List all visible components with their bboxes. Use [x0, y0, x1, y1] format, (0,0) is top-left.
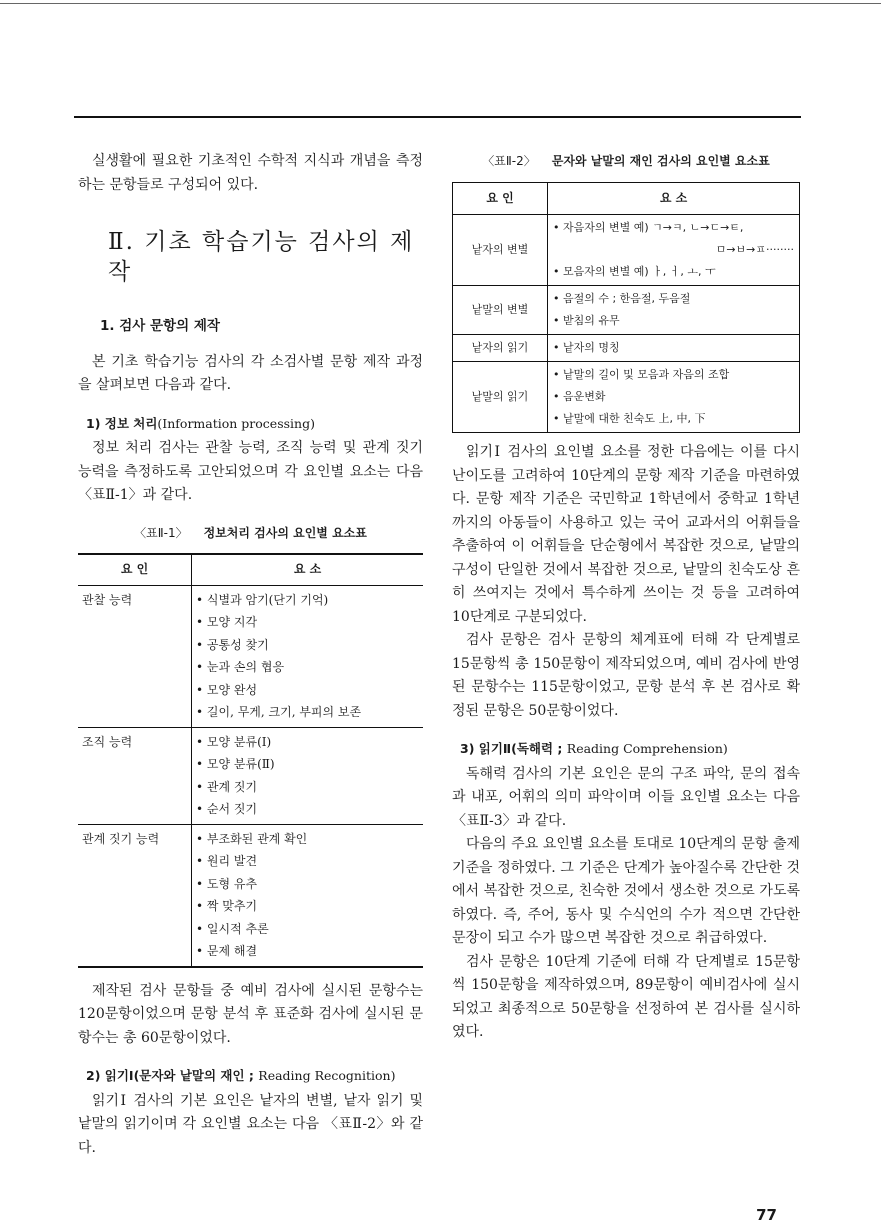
- list-item: • 길이, 무게, 크기, 부피의 보존: [196, 705, 362, 719]
- table2-number: 〈표Ⅱ-2〉: [482, 154, 536, 168]
- list-item: • 도형 유추: [196, 876, 258, 891]
- list-item: • 식별과 암기(단기 기억): [196, 592, 329, 607]
- after-table1-paragraph: 제작된 검사 문항들 중 예비 검사에 실시된 문항수는 120문항이었으며 문항 분석 후 표준화 검사에 실시된 문항수는 총 60문항이었다.: [78, 982, 423, 1046]
- right-column: [452, 150, 800, 1045]
- table2-caption: [452, 150, 800, 174]
- factor-cell: 낱자의 변별: [453, 215, 548, 286]
- factor-cell: 관찰 능력: [78, 585, 192, 727]
- list-item: • 공통성 찾기: [196, 637, 269, 652]
- factor-cell: 낱말의 변별: [453, 286, 548, 335]
- list-item: • 낱말에 대한 친숙도 上, 中, 下: [553, 412, 706, 425]
- subsection-title-en: Reading Recognition): [258, 1068, 396, 1083]
- list-item: • 모양 완성: [196, 682, 258, 697]
- chapter-heading: Ⅱ. 기초 학습기능 검사의 제작: [108, 229, 415, 285]
- list-item: • 순서 짓기: [196, 802, 258, 816]
- subsection-title-ko: 2) 읽기Ⅰ(문자와 낱말의 재인 ;: [86, 1068, 254, 1083]
- section-paragraph: 본 기초 학습기능 검사의 각 소검사별 문항 제작 과정을 살펴보면 다음과 같다.: [78, 353, 423, 393]
- subsection-title-ko: 1) 정보 처리: [86, 415, 158, 431]
- read2-paragraph: 독해력 검사의 기본 요인은 문의 구조 파악, 문의 접속과 내포, 어휘의 의미 파악이며 이들 요인별 요소는 다음 〈표Ⅱ-3〉과 같다.: [452, 765, 800, 829]
- table2-title: 문자와 낱말의 재인 검사의 요인별 요소표: [551, 154, 770, 168]
- table2: [452, 182, 800, 434]
- read2-items-paragraph: 검사 문항은 10단계 기준에 터해 각 단계별로 15문항씩 150문항을 제작하였으며, 89문항이 예비검사에 실시되었고 최종적으로 50문항을 선정하여 본 검사를 실시하였다.: [452, 953, 800, 1040]
- header-rule: [74, 116, 801, 118]
- subsection-heading-read2: [460, 737, 800, 761]
- element-cell: [548, 362, 800, 433]
- element-cell: [548, 335, 800, 362]
- list-item: • 모양 분류(Ⅰ): [196, 734, 272, 749]
- page-number: 77: [756, 1206, 777, 1224]
- info-paragraph: 정보 처리 검사는 관찰 능력, 조직 능력 및 관계 짓기 능력을 측정하도록 고안되었으며 각 요인별 요소는 다음 〈표Ⅱ-1〉과 같다.: [78, 440, 423, 503]
- table-row: [453, 362, 800, 433]
- table1-number: 〈표Ⅱ-1〉: [134, 525, 188, 540]
- subsection-title-en: Reading Comprehension): [566, 741, 728, 756]
- subsection-title-ko: 3) 읽기Ⅱ(독해력 ;: [460, 741, 563, 756]
- read2-criteria-paragraph: 다음의 주요 요인별 요소를 토대로 10단계의 문항 출제 기준을 정하였다. 그 기준은 단계가 높아질수록 간단한 것에서 복잡한 것으로, 친숙한 것에서 생소한 것으로 가도록 하였다. 즉, 주어, 동사 및 수식언의 수가 적으면 간단한 문장이 되고 수가 많으면 복잡한 것으로 취급하였다.: [452, 836, 800, 946]
- list-item: • 일시적 추론: [196, 921, 269, 936]
- list-item: • 짝 맞추기: [196, 899, 258, 913]
- list-item: • 모양 지각: [196, 615, 258, 629]
- table-row: [78, 585, 423, 727]
- list-item: • 음운변화: [553, 390, 606, 403]
- subsection-title-en: (Information processing): [157, 415, 315, 431]
- table-row: [78, 727, 423, 824]
- table1-head-factor: 요 인: [78, 554, 192, 585]
- read1-paragraph: 읽기Ⅰ 검사의 기본 요인은 낱자의 변별, 낱자 읽기 및 낱말의 읽기이며 각 요인별 요소는 다음 〈표Ⅱ-2〉와 같다.: [78, 1092, 423, 1156]
- list-item: • 원리 발견: [196, 854, 258, 868]
- table-row: [78, 824, 423, 967]
- factor-cell: 조직 능력: [78, 727, 192, 824]
- subsection-heading-info: [86, 412, 423, 436]
- left-column: [78, 150, 423, 1160]
- intro-paragraph: 실생활에 필요한 기초적인 수학적 지식과 개념을 측정하는 문항들로 구성되어 있다.: [78, 153, 423, 193]
- factor-cell: 낱자의 읽기: [453, 335, 548, 362]
- table-row: [453, 215, 800, 286]
- list-item: • 받침의 유무: [553, 314, 620, 327]
- section-heading: 1. 검사 문항의 제작: [100, 318, 220, 334]
- table1-header: [78, 554, 423, 585]
- list-item: • 모음자의 변별 예) ㅏ, ㅓ, ㅗ, ㅜ: [553, 265, 716, 278]
- element-cell: [192, 585, 424, 727]
- table1-head-element: 요 소: [192, 554, 424, 585]
- table-row: [453, 286, 800, 335]
- factor-cell: 낱말의 읽기: [453, 362, 548, 433]
- factor-cell: 관계 짓기 능력: [78, 824, 192, 967]
- subsection-heading-read1: [86, 1064, 423, 1088]
- list-item: • 관계 짓기: [196, 779, 258, 794]
- list-item: • 문제 해결: [196, 944, 258, 958]
- list-item: • 부조화된 관계 확인: [196, 831, 308, 846]
- list-item: • 모양 분류(Ⅱ): [196, 757, 275, 771]
- table1: [78, 553, 423, 968]
- element-cell: [192, 727, 424, 824]
- table1-title: 정보처리 검사의 요인별 요소표: [203, 525, 367, 540]
- list-item: • 낱자의 명칭: [553, 341, 620, 354]
- element-cell: [548, 286, 800, 335]
- list-item: • 낱말의 길이 및 모음과 자음의 조합: [553, 368, 730, 381]
- list-item: • 눈과 손의 협응: [196, 660, 285, 674]
- table2-header: [453, 182, 800, 215]
- list-item: • 자음자의 변별 예) ㄱ→ㅋ, ㄴ→ㄷ→ㅌ,: [553, 221, 744, 234]
- table2-head-element: 요 소: [548, 182, 800, 215]
- list-item: ㅁ→ㅂ→ㅍ········: [715, 243, 794, 256]
- list-item: • 음절의 수 ; 한음절, 두음절: [553, 292, 691, 305]
- read1-detail-paragraph: 읽기Ⅰ 검사의 요인별 요소를 정한 다음에는 이를 다시 난이도를 고려하여 10단계의 문항 제작 기준을 마련하였다. 문항 제작 기준은 국민학교 1학년에서 중학교 1학년까지의 아동들이 사용하고 있는 국어 교과서의 어휘들을 추출하여 이 어휘들을 단순형에서 복잡한 것으로, 낱말의 구성이 단일한 것에서 복잡한 것으로, 낱말의 친숙도상 흔히 쓰여지는 것에서 특수하게 쓰이는 것 등을 고려하여 10단계로 구분되었다.: [452, 444, 800, 625]
- table1-caption: [78, 522, 423, 546]
- element-cell: [548, 215, 800, 286]
- table-row: [453, 335, 800, 362]
- top-border-line: [0, 3, 881, 4]
- element-cell: [192, 824, 424, 967]
- read1-items-paragraph: 검사 문항은 검사 문항의 체계표에 터해 각 단계별로 15문항씩 총 150문항이 제작되었으며, 예비 검사에 반영된 문항수는 115문항이었고, 문항 분석 후 본 검사로 확정된 문항은 50문항이었다.: [452, 632, 800, 719]
- table2-head-factor: 요 인: [453, 182, 548, 215]
